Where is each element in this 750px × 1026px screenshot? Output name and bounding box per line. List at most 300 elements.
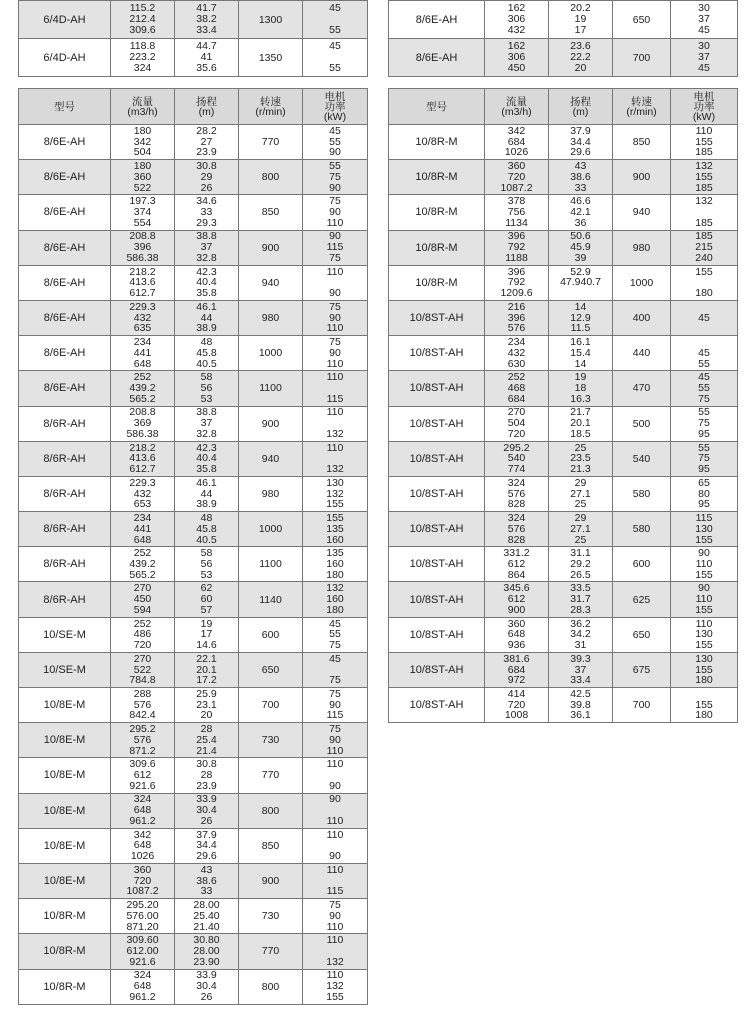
head-cell [175, 441, 239, 476]
head-value: 25.9 [196, 687, 217, 700]
power-value: 135 [326, 522, 344, 535]
flow-cell [485, 371, 549, 406]
power-cell [303, 371, 368, 406]
power-cell [671, 582, 738, 617]
table-row [389, 265, 738, 300]
model-cell: 10/8R-M [389, 195, 485, 230]
table-row [19, 582, 368, 617]
head-value: 21.40 [193, 920, 220, 933]
power-value: 55 [329, 23, 341, 36]
flow-cell [485, 652, 549, 687]
power-value: 45 [698, 346, 710, 359]
flow-cell [111, 828, 175, 863]
head-value: 26 [200, 990, 213, 1003]
flow-value: 180 [133, 160, 152, 173]
power-value: 45 [329, 124, 341, 137]
model-cell: 10/8R-M [19, 899, 111, 934]
flow-cell [485, 547, 549, 582]
model-cell: 10/8ST-AH [389, 300, 485, 335]
flow-cell [485, 1, 549, 39]
head-value: 29.6 [570, 146, 591, 159]
head-value: 35.8 [196, 463, 217, 476]
head-value: 26 [200, 815, 213, 828]
table-row [19, 863, 368, 898]
head-value: 21.4 [196, 744, 217, 757]
speed-cell: 980 [239, 300, 303, 335]
flow-value: 504 [507, 417, 526, 430]
flow-value: 396 [507, 265, 526, 278]
flow-value: 522 [133, 663, 152, 676]
head-cell [549, 652, 613, 687]
power-value: 155 [326, 511, 344, 524]
power-value: 55 [329, 135, 341, 148]
head-cell [175, 195, 239, 230]
power-header-line: 功率 [324, 100, 346, 113]
flow-value: 576 [507, 487, 526, 500]
head-value: 31 [574, 639, 587, 652]
power-value: 95 [698, 463, 710, 476]
head-value: 30.80 [193, 934, 220, 947]
power-value: 155 [695, 639, 713, 652]
head-cell [175, 1, 239, 39]
head-value: 44 [200, 311, 213, 324]
head-value: 20.1 [196, 663, 217, 676]
table-row [389, 652, 738, 687]
model-cell: 10/8ST-AH [389, 547, 485, 582]
head-value: 33.9 [196, 969, 217, 982]
power-value: 110 [326, 371, 344, 384]
power-value: 45 [329, 40, 341, 53]
power-value: 75 [329, 252, 341, 265]
power-value: 90 [329, 850, 341, 863]
head-value: 40.5 [196, 357, 217, 370]
flow-value: 1134 [505, 216, 528, 229]
flow-value: 396 [133, 241, 152, 254]
power-value: 180 [695, 674, 713, 687]
power-value: 115 [326, 241, 344, 254]
head-value: 29.3 [196, 216, 217, 229]
flow-cell [485, 39, 549, 77]
flow-value: 218.2 [129, 441, 156, 454]
flow-value: 208.8 [129, 230, 156, 243]
power-value: 132 [326, 463, 344, 476]
power-cell [303, 441, 368, 476]
power-value [671, 302, 737, 313]
model-cell: 10/8E-M [19, 688, 111, 723]
head-cell [549, 441, 613, 476]
power-value: 110 [326, 322, 344, 335]
speed-cell: 700 [613, 688, 671, 723]
power-value: 130 [695, 628, 713, 641]
power-value: 55 [329, 61, 341, 74]
flow-value: 270 [133, 582, 152, 595]
table-row [19, 969, 368, 1004]
flow-value: 1087.2 [126, 885, 159, 898]
power-cell [303, 899, 368, 934]
power-value: 90 [329, 206, 341, 219]
head-value: 30.4 [196, 804, 217, 817]
model-cell: 10/SE-M [19, 652, 111, 687]
power-value: 132 [695, 160, 713, 173]
flow-cell [485, 125, 549, 160]
model-cell: 8/6E-AH [19, 336, 111, 371]
head-value [549, 288, 612, 299]
head-value: 38.9 [196, 322, 217, 335]
flow-cell [111, 300, 175, 335]
table-row [389, 371, 738, 406]
head-value: 18.5 [570, 427, 591, 440]
flow-value: 684 [507, 392, 526, 405]
flow-cell [111, 406, 175, 441]
model-cell: 6/4D-AH [19, 1, 111, 39]
flow-value: 684 [507, 663, 526, 676]
power-value: 240 [695, 252, 713, 265]
flow-value: 961.2 [129, 990, 156, 1003]
speed-cell: 440 [613, 336, 671, 371]
model-cell: 8/6E-AH [389, 39, 485, 77]
flow-value: 576.00 [126, 909, 159, 922]
table-row [19, 688, 368, 723]
flow-cell [485, 230, 549, 265]
power-cell [671, 195, 738, 230]
head-value: 20.2 [570, 2, 591, 15]
flow-value: 234 [133, 336, 152, 349]
power-cell [303, 125, 368, 160]
flow-value: 720 [507, 427, 526, 440]
power-cell [303, 863, 368, 898]
flow-value: 208.8 [129, 406, 156, 419]
power-value: 160 [326, 557, 344, 570]
power-value: 135 [326, 547, 344, 560]
table-row [19, 441, 368, 476]
table-row [389, 406, 738, 441]
power-cell [303, 406, 368, 441]
model-cell: 10/8R-M [389, 125, 485, 160]
power-value: 132 [326, 427, 344, 440]
table-row [389, 512, 738, 547]
flow-value: 504 [133, 146, 152, 159]
flow-value: 441 [133, 346, 152, 359]
flow-header [111, 89, 175, 125]
flow-value: 972 [507, 674, 526, 687]
speed-cell: 850 [239, 195, 303, 230]
flow-value: 871.2 [129, 744, 156, 757]
head-value: 53 [200, 392, 213, 405]
power-value: 160 [326, 593, 344, 606]
speed-cell: 700 [239, 688, 303, 723]
header-row [389, 89, 738, 125]
head-value: 14 [574, 300, 587, 313]
head-value: 30.8 [196, 758, 217, 771]
head-cell [175, 793, 239, 828]
power-value: 110 [326, 828, 344, 841]
head-header [549, 89, 613, 125]
pump-table-left [18, 88, 368, 1005]
speed-cell: 1350 [239, 39, 303, 77]
head-value: 20 [574, 61, 587, 74]
flow-value: 306 [507, 13, 526, 26]
speed-cell: 1140 [239, 582, 303, 617]
speed-cell: 675 [613, 652, 671, 687]
flow-value: 252 [507, 371, 526, 384]
power-cell [671, 441, 738, 476]
head-value: 33.5 [570, 582, 591, 595]
flow-cell [111, 934, 175, 969]
power-value: 37 [698, 51, 710, 64]
flow-cell [111, 688, 175, 723]
head-cell [175, 160, 239, 195]
head-value: 20.1 [570, 417, 591, 430]
flow-value: 1026 [504, 146, 529, 159]
table-row [19, 265, 368, 300]
model-cell: 8/6E-AH [19, 300, 111, 335]
head-value: 25.4 [196, 733, 217, 746]
head-value: 37 [574, 663, 587, 676]
table-row [19, 652, 368, 687]
head-cell [549, 582, 613, 617]
speed-cell: 625 [613, 582, 671, 617]
head-value: 33 [200, 885, 213, 898]
model-header: 型号 [389, 89, 485, 125]
flow-value: 565.2 [129, 392, 156, 405]
head-value: 22.2 [570, 51, 591, 64]
head-value: 21.3 [570, 463, 591, 476]
power-value: 30 [698, 40, 710, 53]
flow-cell [111, 899, 175, 934]
flow-cell [485, 160, 549, 195]
power-value: 75 [329, 300, 341, 313]
head-value: 56 [200, 557, 213, 570]
flow-value: 295.20 [126, 899, 159, 912]
head-cell [175, 863, 239, 898]
head-value: 45.8 [196, 522, 217, 535]
table-row [389, 336, 738, 371]
power-cell [671, 160, 738, 195]
speed-cell: 470 [613, 371, 671, 406]
model-cell: 10/8R-M [389, 160, 485, 195]
power-cell [303, 688, 368, 723]
head-value: 39.8 [570, 698, 591, 711]
flow-value: 468 [507, 382, 526, 394]
head-value: 53 [200, 568, 213, 581]
head-value: 20 [200, 709, 213, 722]
flow-value: 180 [133, 124, 152, 137]
speed-cell: 650 [613, 1, 671, 39]
power-value: 55 [329, 628, 341, 641]
power-value: 75 [698, 417, 710, 430]
flow-value: 396 [507, 230, 526, 243]
flow-cell [111, 547, 175, 582]
head-value: 29 [200, 170, 213, 183]
head-value: 34.6 [196, 195, 217, 208]
flow-value: 118.8 [129, 40, 156, 53]
flow-value: 450 [133, 593, 152, 606]
model-header: 型号 [19, 89, 111, 125]
table-row [19, 828, 368, 863]
head-value: 38.6 [570, 170, 591, 183]
table-row [19, 160, 368, 195]
flow-cell [111, 723, 175, 758]
power-value: 80 [698, 487, 710, 500]
speed-cell: 1100 [239, 547, 303, 582]
head-cell [175, 336, 239, 371]
table-row [19, 406, 368, 441]
flow-value: 648 [507, 628, 526, 641]
speed-cell: 730 [239, 899, 303, 934]
flow-value: 653 [133, 498, 152, 511]
power-header-line: 功率 [693, 100, 715, 113]
model-cell: 8/6E-AH [19, 125, 111, 160]
power-value: 110 [326, 406, 344, 419]
flow-value: 432 [133, 311, 152, 324]
flow-value: 413.6 [129, 452, 156, 465]
power-cell [671, 336, 738, 371]
power-value: 90 [329, 146, 341, 159]
model-cell: 8/6E-AH [19, 265, 111, 300]
flow-value: 439.2 [129, 382, 156, 394]
flow-value: 612.7 [129, 463, 156, 476]
head-value: 42.3 [196, 441, 217, 454]
speed-cell: 600 [613, 547, 671, 582]
head-cell [549, 547, 613, 582]
flow-value: 295.2 [503, 441, 530, 454]
flow-value: 324 [133, 969, 152, 982]
model-cell: 10/8E-M [19, 723, 111, 758]
head-value: 38.6 [196, 874, 217, 887]
power-value: 90 [329, 909, 341, 922]
table-row [389, 230, 738, 265]
flow-value: 309.6 [129, 758, 156, 771]
speed-cell: 850 [613, 125, 671, 160]
flow-header-line: (m3/h) [501, 105, 532, 118]
power-value: 55 [698, 382, 710, 394]
head-cell [549, 336, 613, 371]
flow-cell [111, 582, 175, 617]
head-value: 41.7 [196, 2, 217, 15]
head-value: 23.9 [196, 779, 217, 792]
head-cell [549, 230, 613, 265]
power-value: 90 [329, 181, 341, 194]
model-cell: 10/8ST-AH [389, 476, 485, 511]
head-value: 23.90 [193, 955, 220, 968]
flow-value: 648 [133, 357, 152, 370]
model-cell: 10/8ST-AH [389, 617, 485, 652]
model-cell: 8/6E-AH [19, 160, 111, 195]
power-value: 185 [695, 216, 713, 229]
head-value: 58 [200, 547, 213, 560]
speed-cell: 850 [239, 828, 303, 863]
speed-header [613, 89, 671, 125]
flow-value: 522 [133, 181, 152, 194]
power-value: 110 [695, 617, 713, 630]
power-value: 110 [326, 815, 344, 828]
flow-value: 648 [133, 533, 152, 546]
power-header-line: 电机 [693, 90, 715, 103]
flow-value: 342 [133, 135, 152, 148]
head-cell [175, 652, 239, 687]
power-value: 75 [329, 639, 341, 652]
model-cell: 10/8ST-AH [389, 688, 485, 723]
flow-cell [111, 336, 175, 371]
power-value: 130 [695, 522, 713, 535]
head-value: 26.5 [570, 568, 591, 581]
flow-value: 565.2 [129, 568, 156, 581]
head-value: 33 [200, 206, 213, 219]
table-row [389, 441, 738, 476]
flow-value: 720 [133, 874, 152, 887]
speed-cell: 800 [239, 793, 303, 828]
model-cell: 8/6R-AH [19, 476, 111, 511]
head-cell [175, 934, 239, 969]
head-header-line: 扬程 [570, 95, 591, 108]
power-value: 110 [326, 744, 344, 757]
speed-cell: 700 [613, 39, 671, 77]
model-cell: 10/8ST-AH [389, 371, 485, 406]
head-cell [175, 547, 239, 582]
power-value: 115 [326, 392, 344, 405]
flow-value: 936 [507, 639, 526, 652]
flow-cell [485, 406, 549, 441]
power-cell [671, 39, 738, 77]
power-value: 185 [695, 146, 713, 159]
power-value: 110 [326, 969, 344, 982]
flow-cell [111, 230, 175, 265]
head-value: 30.4 [196, 980, 217, 993]
flow-value: 486 [133, 628, 152, 641]
model-cell: 8/6R-AH [19, 406, 111, 441]
power-cell [671, 406, 738, 441]
table-row [19, 512, 368, 547]
head-value: 25 [574, 498, 587, 511]
power-value: 110 [326, 216, 344, 229]
flow-cell [485, 265, 549, 300]
flow-value: 586.38 [126, 427, 159, 440]
power-cell [303, 547, 368, 582]
flow-value: 612.00 [126, 945, 159, 957]
model-cell: 10/8ST-AH [389, 406, 485, 441]
flow-value: 309.60 [126, 934, 159, 947]
flow-value: 216 [507, 300, 526, 313]
flow-cell [111, 758, 175, 793]
head-value: 39 [574, 252, 587, 265]
table-row [389, 160, 738, 195]
power-cell [303, 793, 368, 828]
head-value: 36.1 [570, 709, 591, 722]
speed-cell: 650 [613, 617, 671, 652]
speed-cell: 1000 [239, 336, 303, 371]
power-cell [303, 723, 368, 758]
power-value: 75 [329, 170, 341, 183]
model-cell: 10/8R-M [389, 230, 485, 265]
head-value: 12.9 [570, 311, 591, 324]
flow-value: 234 [133, 511, 152, 524]
power-value [671, 323, 737, 334]
speed-cell: 730 [239, 723, 303, 758]
head-value: 27.1 [570, 522, 591, 535]
flow-cell [485, 441, 549, 476]
flow-cell [111, 652, 175, 687]
head-value: 40.4 [196, 276, 217, 289]
flow-cell [111, 441, 175, 476]
flow-value: 270 [507, 406, 526, 419]
flow-value: 396 [507, 311, 526, 324]
head-value: 31.1 [570, 547, 591, 560]
power-value: 45 [698, 371, 710, 384]
flow-cell [111, 39, 175, 77]
table-row [389, 300, 738, 335]
model-cell: 10/8ST-AH [389, 652, 485, 687]
flow-value: 720 [507, 698, 526, 711]
